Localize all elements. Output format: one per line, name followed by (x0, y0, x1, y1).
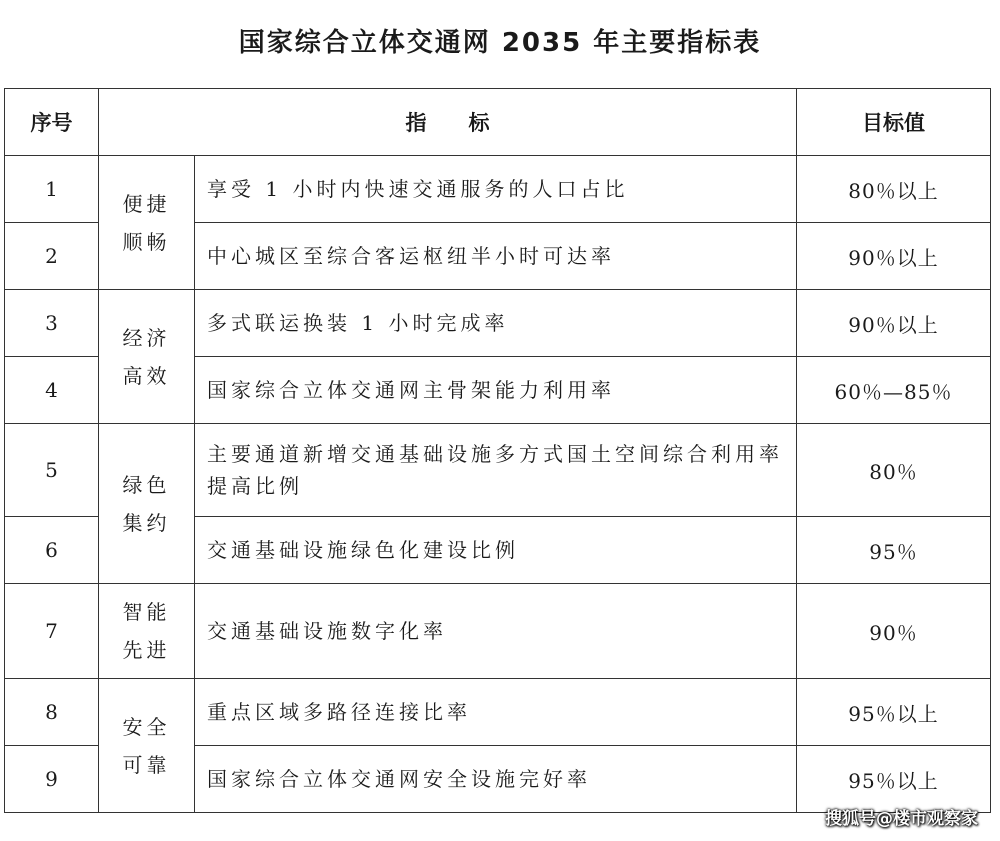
indicator-table (4, 88, 991, 813)
table-row (5, 290, 991, 357)
indicator-desc: 享受 1 小时内快速交通服务的人口占比 (195, 156, 797, 223)
category-cell (99, 679, 195, 813)
row-number: 3 (5, 290, 99, 357)
watermark: 搜狐号@楼市观察家 (825, 809, 978, 829)
row-number: 7 (5, 584, 99, 679)
row-number: 2 (5, 223, 99, 290)
category-label: 经济 (122, 325, 171, 350)
table-row (5, 156, 991, 223)
table-title: 国家综合立体交通网 2035 年主要指标表 (238, 28, 762, 58)
category-label: 集约 (122, 510, 171, 535)
category-label: 可靠 (122, 752, 171, 777)
header-seq: 序号 (5, 89, 99, 156)
table-row (5, 424, 991, 517)
category-cell (99, 290, 195, 424)
indicator-desc: 国家综合立体交通网安全设施完好率 (195, 746, 797, 813)
indicator-desc: 多式联运换装 1 小时完成率 (195, 290, 797, 357)
target-value: 80％ (797, 424, 991, 517)
target-value: 60％—85％ (797, 357, 991, 424)
header-target: 目标值 (797, 89, 991, 156)
row-number: 9 (5, 746, 99, 813)
target-value: 95％以上 (797, 679, 991, 746)
table-row (5, 679, 991, 746)
target-value: 90％ (797, 584, 991, 679)
category-cell (99, 424, 195, 584)
header-row (5, 89, 991, 156)
target-value: 90％以上 (797, 290, 991, 357)
header-indicator: 指 标 (99, 89, 797, 156)
category-label: 先进 (122, 638, 171, 662)
category-label: 绿色 (122, 472, 171, 497)
category-label: 高效 (122, 363, 171, 388)
indicator-desc: 中心城区至综合客运枢纽半小时可达率 (195, 223, 797, 290)
indicator-desc: 主要通道新增交通基础设施多方式国土空间综合利用率提高比例 (195, 424, 797, 517)
target-value: 90％以上 (797, 223, 991, 290)
category-label: 顺畅 (122, 229, 171, 254)
row-number: 8 (5, 679, 99, 746)
indicator-desc: 交通基础设施绿色化建设比例 (195, 517, 797, 584)
indicator-desc: 重点区域多路径连接比率 (195, 679, 797, 746)
target-value: 80％以上 (797, 156, 991, 223)
row-number: 5 (5, 424, 99, 517)
category-label: 便捷 (122, 191, 171, 216)
indicator-desc: 国家综合立体交通网主骨架能力利用率 (195, 357, 797, 424)
indicator-desc: 交通基础设施数字化率 (195, 584, 797, 679)
category-label: 智能 (122, 600, 171, 624)
table-row (5, 584, 991, 679)
category-cell (99, 156, 195, 290)
row-number: 4 (5, 357, 99, 424)
row-number: 1 (5, 156, 99, 223)
target-value: 95％ (797, 517, 991, 584)
row-number: 6 (5, 517, 99, 584)
category-label: 安全 (122, 714, 171, 739)
target-value: 95％以上 (797, 746, 991, 813)
category-cell (99, 584, 195, 679)
